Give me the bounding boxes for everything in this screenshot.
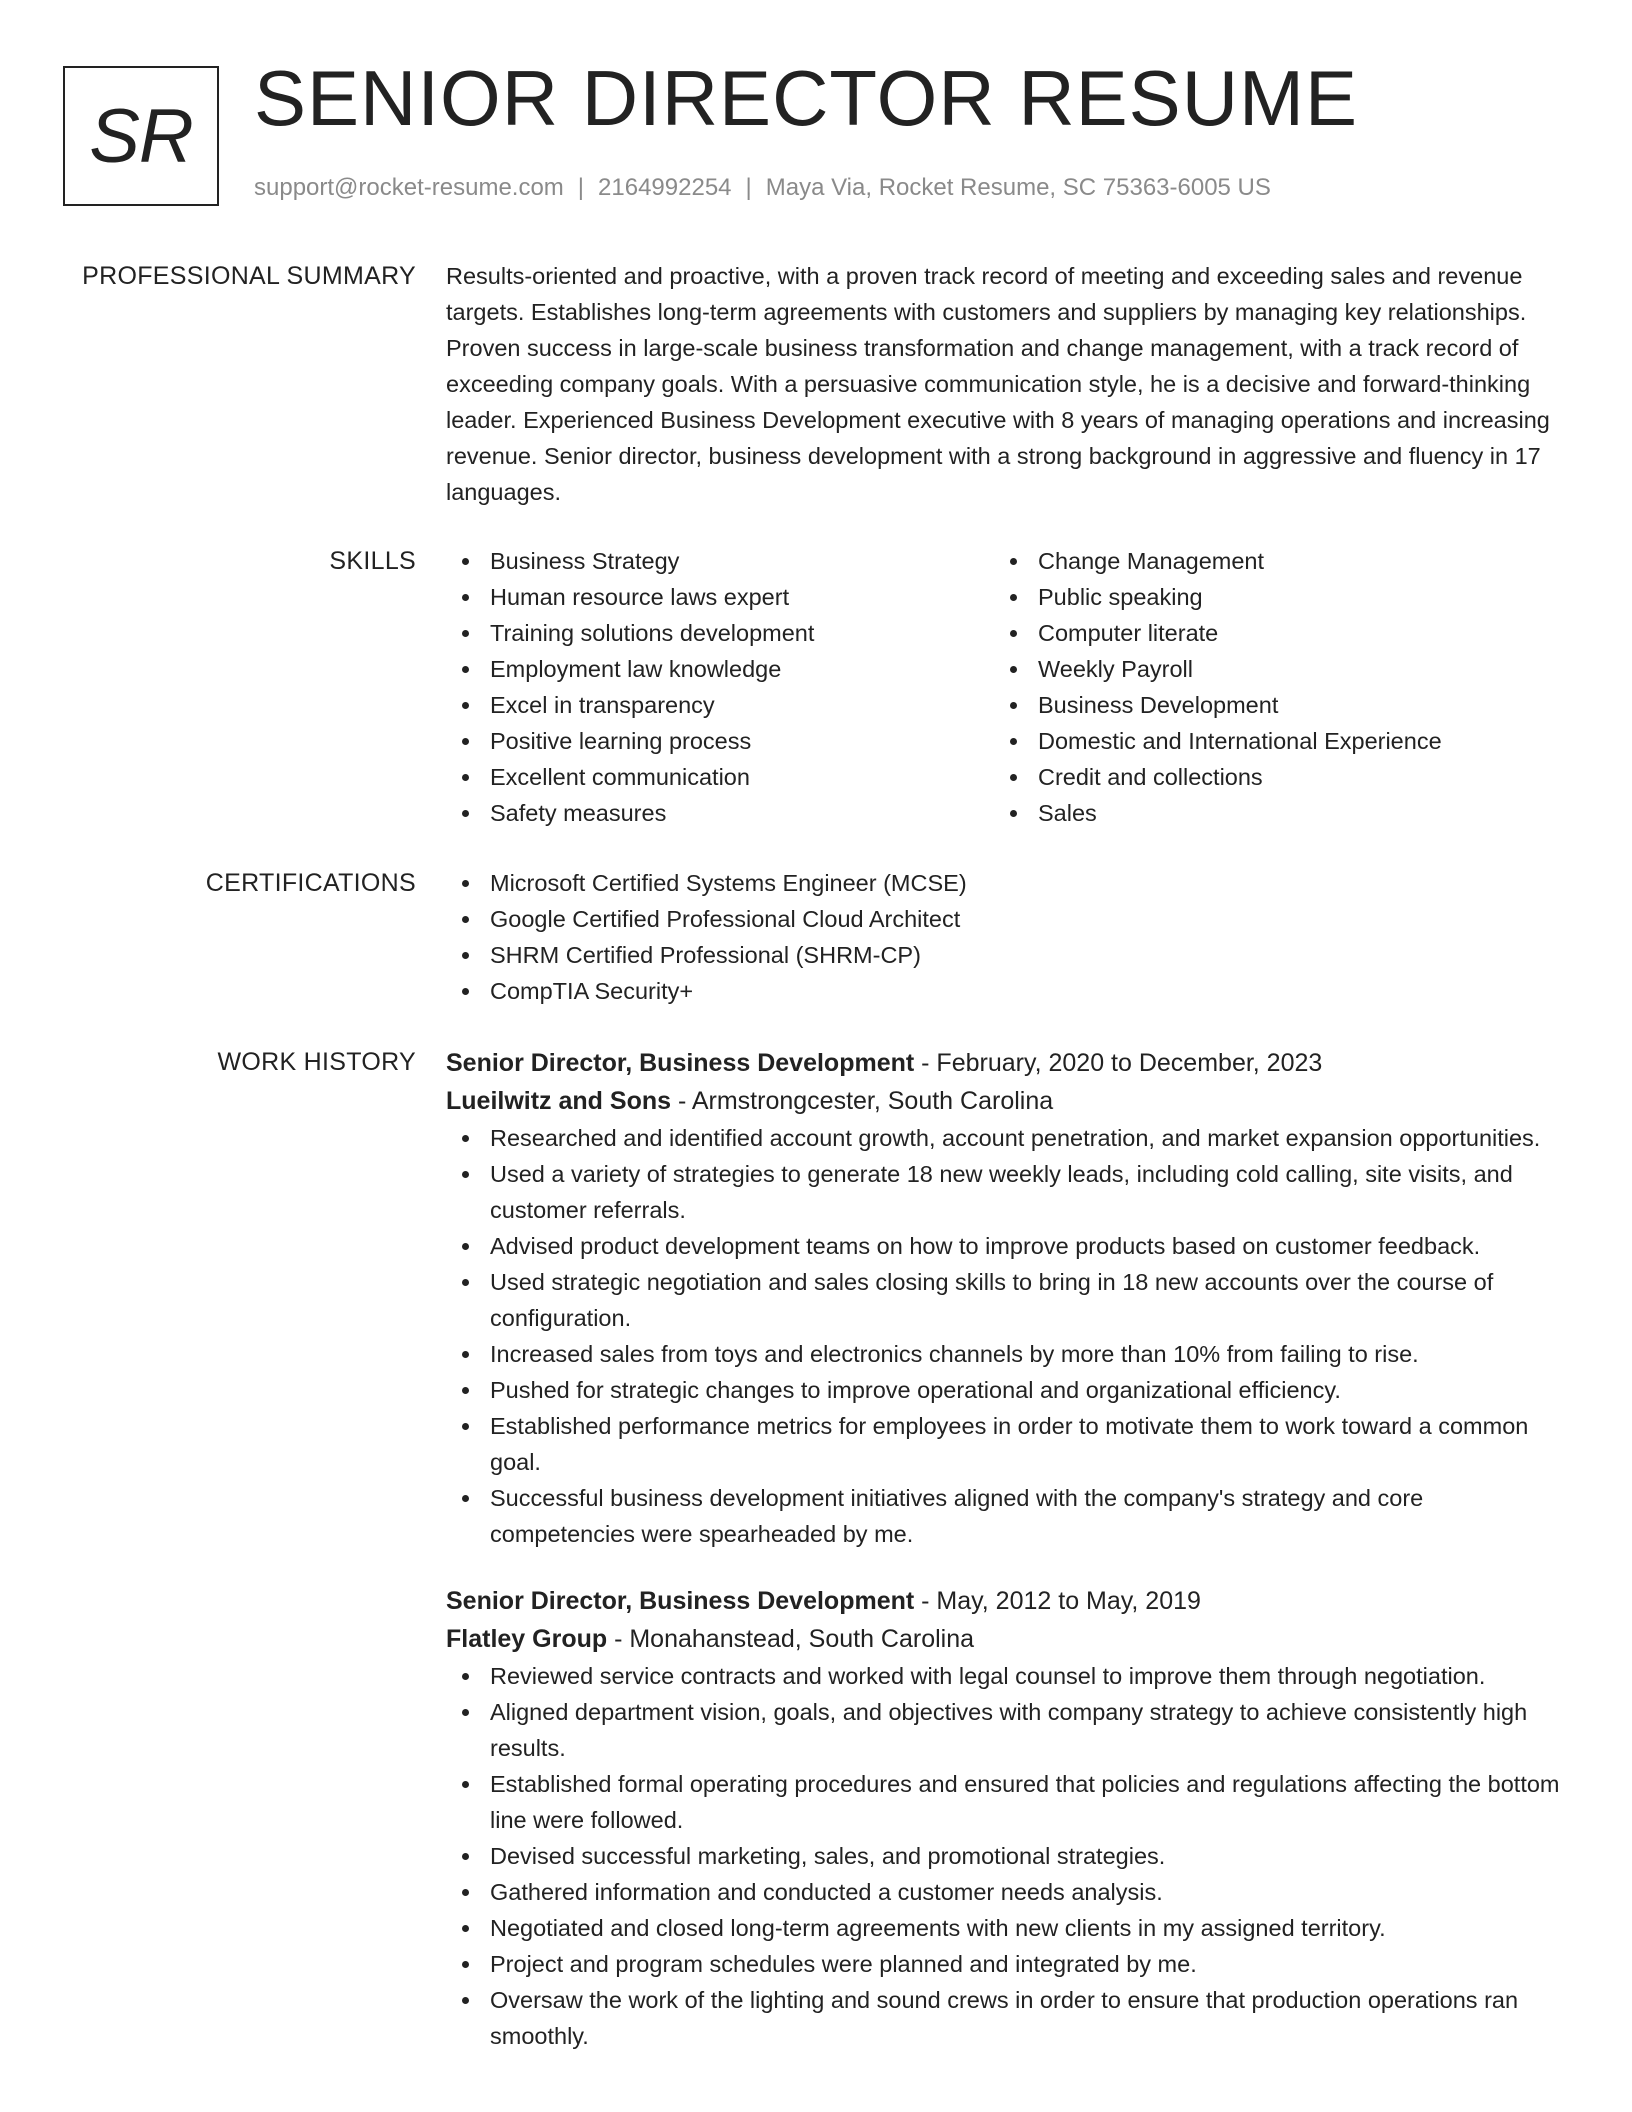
job-company: Lueilwitz and Sons: [446, 1087, 672, 1115]
summary-heading: PROFESSIONAL SUMMARY: [82, 262, 416, 290]
job-bullet: Oversaw the work of the lighting and sound crews in order to ensure that production operations ran smoothly.: [446, 1982, 1560, 2054]
skill-item: Human resource laws expert: [446, 579, 994, 615]
job-bullet: Pushed for strategic changes to improve operational and organizational efficiency.: [446, 1372, 1560, 1408]
skill-item: Sales: [994, 795, 1554, 831]
contact-line: [254, 174, 1271, 202]
job-title-line: [446, 1044, 1560, 1082]
summary-body: [446, 258, 1560, 510]
job-entry: [446, 1044, 1560, 1552]
skills-list-left: [446, 543, 994, 831]
skills-heading: SKILLS: [329, 547, 416, 575]
skill-item: Public speaking: [994, 579, 1554, 615]
job-bullet: Successful business development initiatives aligned with the company's strategy and core competencies were spearheaded by me.: [446, 1480, 1560, 1552]
contact-separator: |: [745, 174, 752, 201]
certification-item: Microsoft Certified Systems Engineer (MCSE): [446, 865, 1560, 901]
resume-title: SENIOR DIRECTOR RESUME: [254, 54, 1359, 142]
job-bullet: Established formal operating procedures and ensured that policies and regulations affecting the bottom line were followed.: [446, 1766, 1560, 1838]
skills-list-right: [994, 543, 1554, 831]
job-title-line: [446, 1582, 1560, 1620]
job-entry: [446, 1582, 1560, 2054]
skill-item: Positive learning process: [446, 723, 994, 759]
certification-item: Google Certified Professional Cloud Architect: [446, 901, 1560, 937]
certification-item: SHRM Certified Professional (SHRM-CP): [446, 937, 1560, 973]
job-bullets: [446, 1658, 1560, 2054]
skill-item: Business Strategy: [446, 543, 994, 579]
job-title: Senior Director, Business Development: [446, 1049, 915, 1077]
certification-item: CompTIA Security+: [446, 973, 1560, 1009]
job-bullet: Reviewed service contracts and worked with legal counsel to improve them through negotiation.: [446, 1658, 1560, 1694]
job-bullet: Established performance metrics for employees in order to motivate them to work toward a common goal.: [446, 1408, 1560, 1480]
initials-text: SR: [89, 93, 193, 179]
contact-separator: |: [577, 174, 585, 201]
job-company-line: [446, 1082, 1560, 1120]
certifications-list: [446, 865, 1560, 1009]
job-company-line: [446, 1620, 1560, 1658]
skill-item: Excel in transparency: [446, 687, 994, 723]
job-bullet: Project and program schedules were planned and integrated by me.: [446, 1946, 1560, 1982]
job-bullet: Devised successful marketing, sales, and promotional strategies.: [446, 1838, 1560, 1874]
skill-item: Employment law knowledge: [446, 651, 994, 687]
job-dates: - February, 2020 to December, 2023: [914, 1049, 1323, 1077]
job-bullet: Advised product development teams on how to improve products based on customer feedback.: [446, 1228, 1560, 1264]
work-history-heading: WORK HISTORY: [217, 1048, 416, 1076]
job-bullet: Negotiated and closed long-term agreements with new clients in my assigned territory.: [446, 1910, 1560, 1946]
job-bullet: Researched and identified account growth, account penetration, and market expansion opportunities.: [446, 1120, 1560, 1156]
skill-item: Excellent communication: [446, 759, 994, 795]
certifications-heading: CERTIFICATIONS: [205, 869, 416, 897]
job-location: - Monahanstead, South Carolina: [607, 1625, 975, 1653]
job-title: Senior Director, Business Development: [446, 1587, 915, 1615]
skill-item: Computer literate: [994, 615, 1554, 651]
job-company: Flatley Group: [446, 1625, 608, 1653]
job-dates: - May, 2012 to May, 2019: [914, 1587, 1201, 1615]
skill-item: Change Management: [994, 543, 1554, 579]
job-bullets: [446, 1120, 1560, 1552]
skill-item: Safety measures: [446, 795, 994, 831]
job-bullet: Increased sales from toys and electronics channels by more than 10% from failing to rise.: [446, 1336, 1560, 1372]
job-bullet: Gathered information and conducted a customer needs analysis.: [446, 1874, 1560, 1910]
certifications-body: [446, 865, 1560, 1009]
skill-item: Business Development: [994, 687, 1554, 723]
contact-email: support@rocket-resume.com: [254, 174, 564, 201]
summary-text: Results-oriented and proactive, with a proven track record of meeting and exceeding sales and revenue targets. Establishes long-term agreements with customers and suppliers by managing key relationships. Proven success in large-scale business transformation and change management, with a track record of exceeding company goals. With a persuasive communication style, he is a decisive and forward-thinking leader. Experienced Business Development executive with 8 years of managing operations and increasing revenue. Senior director, business development with a strong background in aggressive and fluency in 17 languages.: [446, 263, 1550, 505]
job-bullet: Used a variety of strategies to generate 18 new weekly leads, including cold calling, site visits, and customer referrals.: [446, 1156, 1560, 1228]
job-location: - Armstrongcester, South Carolina: [671, 1087, 1054, 1115]
skills-body: [446, 543, 1560, 831]
initials-monogram: [63, 66, 219, 206]
work-history-body: [446, 1044, 1560, 2054]
job-bullet: Aligned department vision, goals, and objectives with company strategy to achieve consistently high results.: [446, 1694, 1560, 1766]
skill-item: Domestic and International Experience: [994, 723, 1554, 759]
job-bullet: Used strategic negotiation and sales closing skills to bring in 18 new accounts over the course of configuration.: [446, 1264, 1560, 1336]
contact-address: Maya Via, Rocket Resume, SC 75363-6005 US: [765, 174, 1271, 201]
skill-item: Credit and collections: [994, 759, 1554, 795]
skill-item: Weekly Payroll: [994, 651, 1554, 687]
skill-item: Training solutions development: [446, 615, 994, 651]
contact-phone: 2164992254: [598, 174, 732, 201]
